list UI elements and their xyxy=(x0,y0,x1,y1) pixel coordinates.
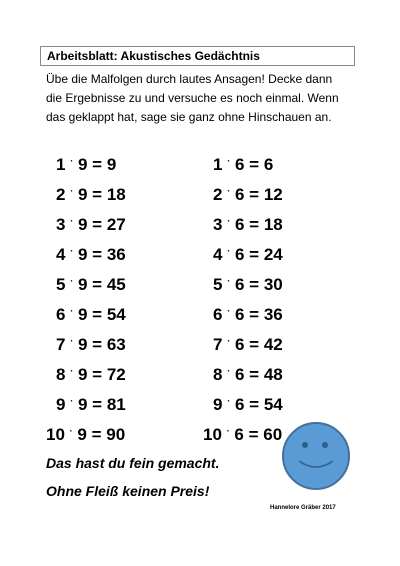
product-result: 18 xyxy=(106,185,126,204)
factor-b: 6 xyxy=(234,425,244,444)
product-result: 42 xyxy=(263,335,283,354)
multiply-operator: · xyxy=(227,156,231,166)
equals-sign: = xyxy=(91,425,102,444)
multiply-operator: · xyxy=(227,366,231,376)
equation-sixes-1 xyxy=(213,151,273,175)
equals-sign: = xyxy=(249,185,260,204)
equals-sign: = xyxy=(249,305,260,324)
factor-a: 8 xyxy=(56,365,66,384)
multiply-operator: · xyxy=(70,186,74,196)
praise-text: Das hast du fein gemacht. xyxy=(46,455,220,471)
equals-sign: = xyxy=(248,425,259,444)
equals-sign: = xyxy=(92,335,103,354)
factor-a: 6 xyxy=(213,305,223,324)
multiply-operator: · xyxy=(69,426,73,436)
equals-sign: = xyxy=(92,155,103,174)
product-result: 81 xyxy=(106,395,126,414)
equals-sign: = xyxy=(249,335,260,354)
equation-sixes-7 xyxy=(213,331,283,355)
factor-b: 6 xyxy=(234,215,245,234)
equals-sign: = xyxy=(92,245,103,264)
product-result: 72 xyxy=(106,365,126,384)
equation-nines-2 xyxy=(56,181,126,205)
equation-nines-6 xyxy=(56,301,126,325)
factor-a: 2 xyxy=(56,185,66,204)
equation-sixes-9 xyxy=(213,391,283,415)
factor-a: 2 xyxy=(213,185,223,204)
factor-b: 6 xyxy=(234,335,245,354)
equals-sign: = xyxy=(92,185,103,204)
equals-sign: = xyxy=(92,215,103,234)
equation-nines-3 xyxy=(56,211,126,235)
factor-b: 9 xyxy=(77,425,87,444)
equation-nines-10 xyxy=(46,421,125,445)
multiply-operator: · xyxy=(227,306,231,316)
equation-nines-1 xyxy=(56,151,116,175)
equals-sign: = xyxy=(249,245,260,264)
factor-a: 5 xyxy=(213,275,223,294)
equals-sign: = xyxy=(249,275,260,294)
multiply-operator: · xyxy=(70,216,74,226)
factor-b: 9 xyxy=(77,365,88,384)
instruction-line: das geklappt hat, sage sie ganz ohne Hinschauen an. xyxy=(46,110,332,124)
factor-b: 9 xyxy=(77,155,88,174)
factor-a: 7 xyxy=(56,335,66,354)
product-result: 27 xyxy=(106,215,126,234)
multiply-operator: · xyxy=(226,426,230,436)
factor-b: 6 xyxy=(234,185,245,204)
instructions xyxy=(46,70,376,127)
factor-a: 8 xyxy=(213,365,223,384)
smiley-face-icon xyxy=(281,421,351,491)
factor-b: 6 xyxy=(234,275,245,294)
equals-sign: = xyxy=(92,395,103,414)
equation-nines-4 xyxy=(56,241,126,265)
factor-b: 6 xyxy=(234,395,245,414)
equation-sixes-5 xyxy=(213,271,283,295)
factor-a: 1 xyxy=(56,155,66,174)
factor-a: 10 xyxy=(46,425,65,444)
equation-sixes-3 xyxy=(213,211,283,235)
equation-nines-5 xyxy=(56,271,126,295)
factor-a: 9 xyxy=(213,395,223,414)
factor-a: 1 xyxy=(213,155,223,174)
factor-a: 9 xyxy=(56,395,66,414)
equation-nines-7 xyxy=(56,331,126,355)
product-result: 12 xyxy=(263,185,283,204)
multiply-operator: · xyxy=(70,156,74,166)
proverb-text: Ohne Fleiß keinen Preis! xyxy=(46,483,210,499)
factor-b: 9 xyxy=(77,335,88,354)
factor-b: 9 xyxy=(77,245,88,264)
factor-b: 9 xyxy=(77,305,88,324)
product-result: 6 xyxy=(263,155,274,174)
factor-b: 6 xyxy=(234,305,245,324)
factor-b: 6 xyxy=(234,245,245,264)
factor-b: 9 xyxy=(77,185,88,204)
equation-nines-9 xyxy=(56,391,126,415)
equals-sign: = xyxy=(92,365,103,384)
multiply-operator: · xyxy=(70,396,74,406)
factor-a: 7 xyxy=(213,335,223,354)
multiply-operator: · xyxy=(70,246,74,256)
multiply-operator: · xyxy=(70,366,74,376)
multiply-operator: · xyxy=(227,396,231,406)
multiply-operator: · xyxy=(227,336,231,346)
multiply-operator: · xyxy=(227,186,231,196)
multiply-operator: · xyxy=(227,276,231,286)
multiply-operator: · xyxy=(70,336,74,346)
equation-nines-8 xyxy=(56,361,126,385)
factor-a: 4 xyxy=(56,245,66,264)
product-result: 36 xyxy=(263,305,283,324)
multiply-operator: · xyxy=(227,246,231,256)
product-result: 63 xyxy=(106,335,126,354)
equation-sixes-2 xyxy=(213,181,283,205)
factor-a: 5 xyxy=(56,275,66,294)
multiply-operator: · xyxy=(227,216,231,226)
factor-a: 10 xyxy=(203,425,222,444)
equation-sixes-6 xyxy=(213,301,283,325)
factor-b: 9 xyxy=(77,215,88,234)
multiply-operator: · xyxy=(70,306,74,316)
product-result: 54 xyxy=(106,305,126,324)
factor-b: 6 xyxy=(234,365,245,384)
equals-sign: = xyxy=(249,395,260,414)
factor-b: 6 xyxy=(234,155,245,174)
factor-a: 6 xyxy=(56,305,66,324)
worksheet-title: Arbeitsblatt: Akustisches Gedächtnis xyxy=(47,49,260,63)
factor-a: 3 xyxy=(56,215,66,234)
product-result: 9 xyxy=(106,155,117,174)
multiply-operator: · xyxy=(70,276,74,286)
instruction-line: die Ergebnisse zu und versuche es noch einmal. Wenn xyxy=(46,91,339,105)
equation-sixes-8 xyxy=(213,361,283,385)
author-credit: Hannelore Gräber 2017 xyxy=(270,505,336,511)
smiley-left-eye xyxy=(302,442,308,448)
factor-a: 4 xyxy=(213,245,223,264)
factor-b: 9 xyxy=(77,275,88,294)
equation-sixes-10 xyxy=(203,421,282,445)
equals-sign: = xyxy=(92,275,103,294)
product-result: 18 xyxy=(263,215,283,234)
smiley-face-circle xyxy=(283,423,349,489)
smiley-right-eye xyxy=(322,442,328,448)
product-result: 36 xyxy=(106,245,126,264)
equals-sign: = xyxy=(92,305,103,324)
product-result: 45 xyxy=(106,275,126,294)
product-result: 30 xyxy=(263,275,283,294)
equation-sixes-4 xyxy=(213,241,283,265)
product-result: 48 xyxy=(263,365,283,384)
instruction-line: Übe die Malfolgen durch lautes Ansagen! Decke dann xyxy=(46,72,333,86)
equals-sign: = xyxy=(249,155,260,174)
product-result: 54 xyxy=(263,395,283,414)
factor-a: 3 xyxy=(213,215,223,234)
equals-sign: = xyxy=(249,365,260,384)
product-result: 60 xyxy=(263,425,283,444)
product-result: 24 xyxy=(263,245,283,264)
product-result: 90 xyxy=(106,425,126,444)
title-box xyxy=(40,46,355,66)
factor-b: 9 xyxy=(77,395,88,414)
equals-sign: = xyxy=(249,215,260,234)
